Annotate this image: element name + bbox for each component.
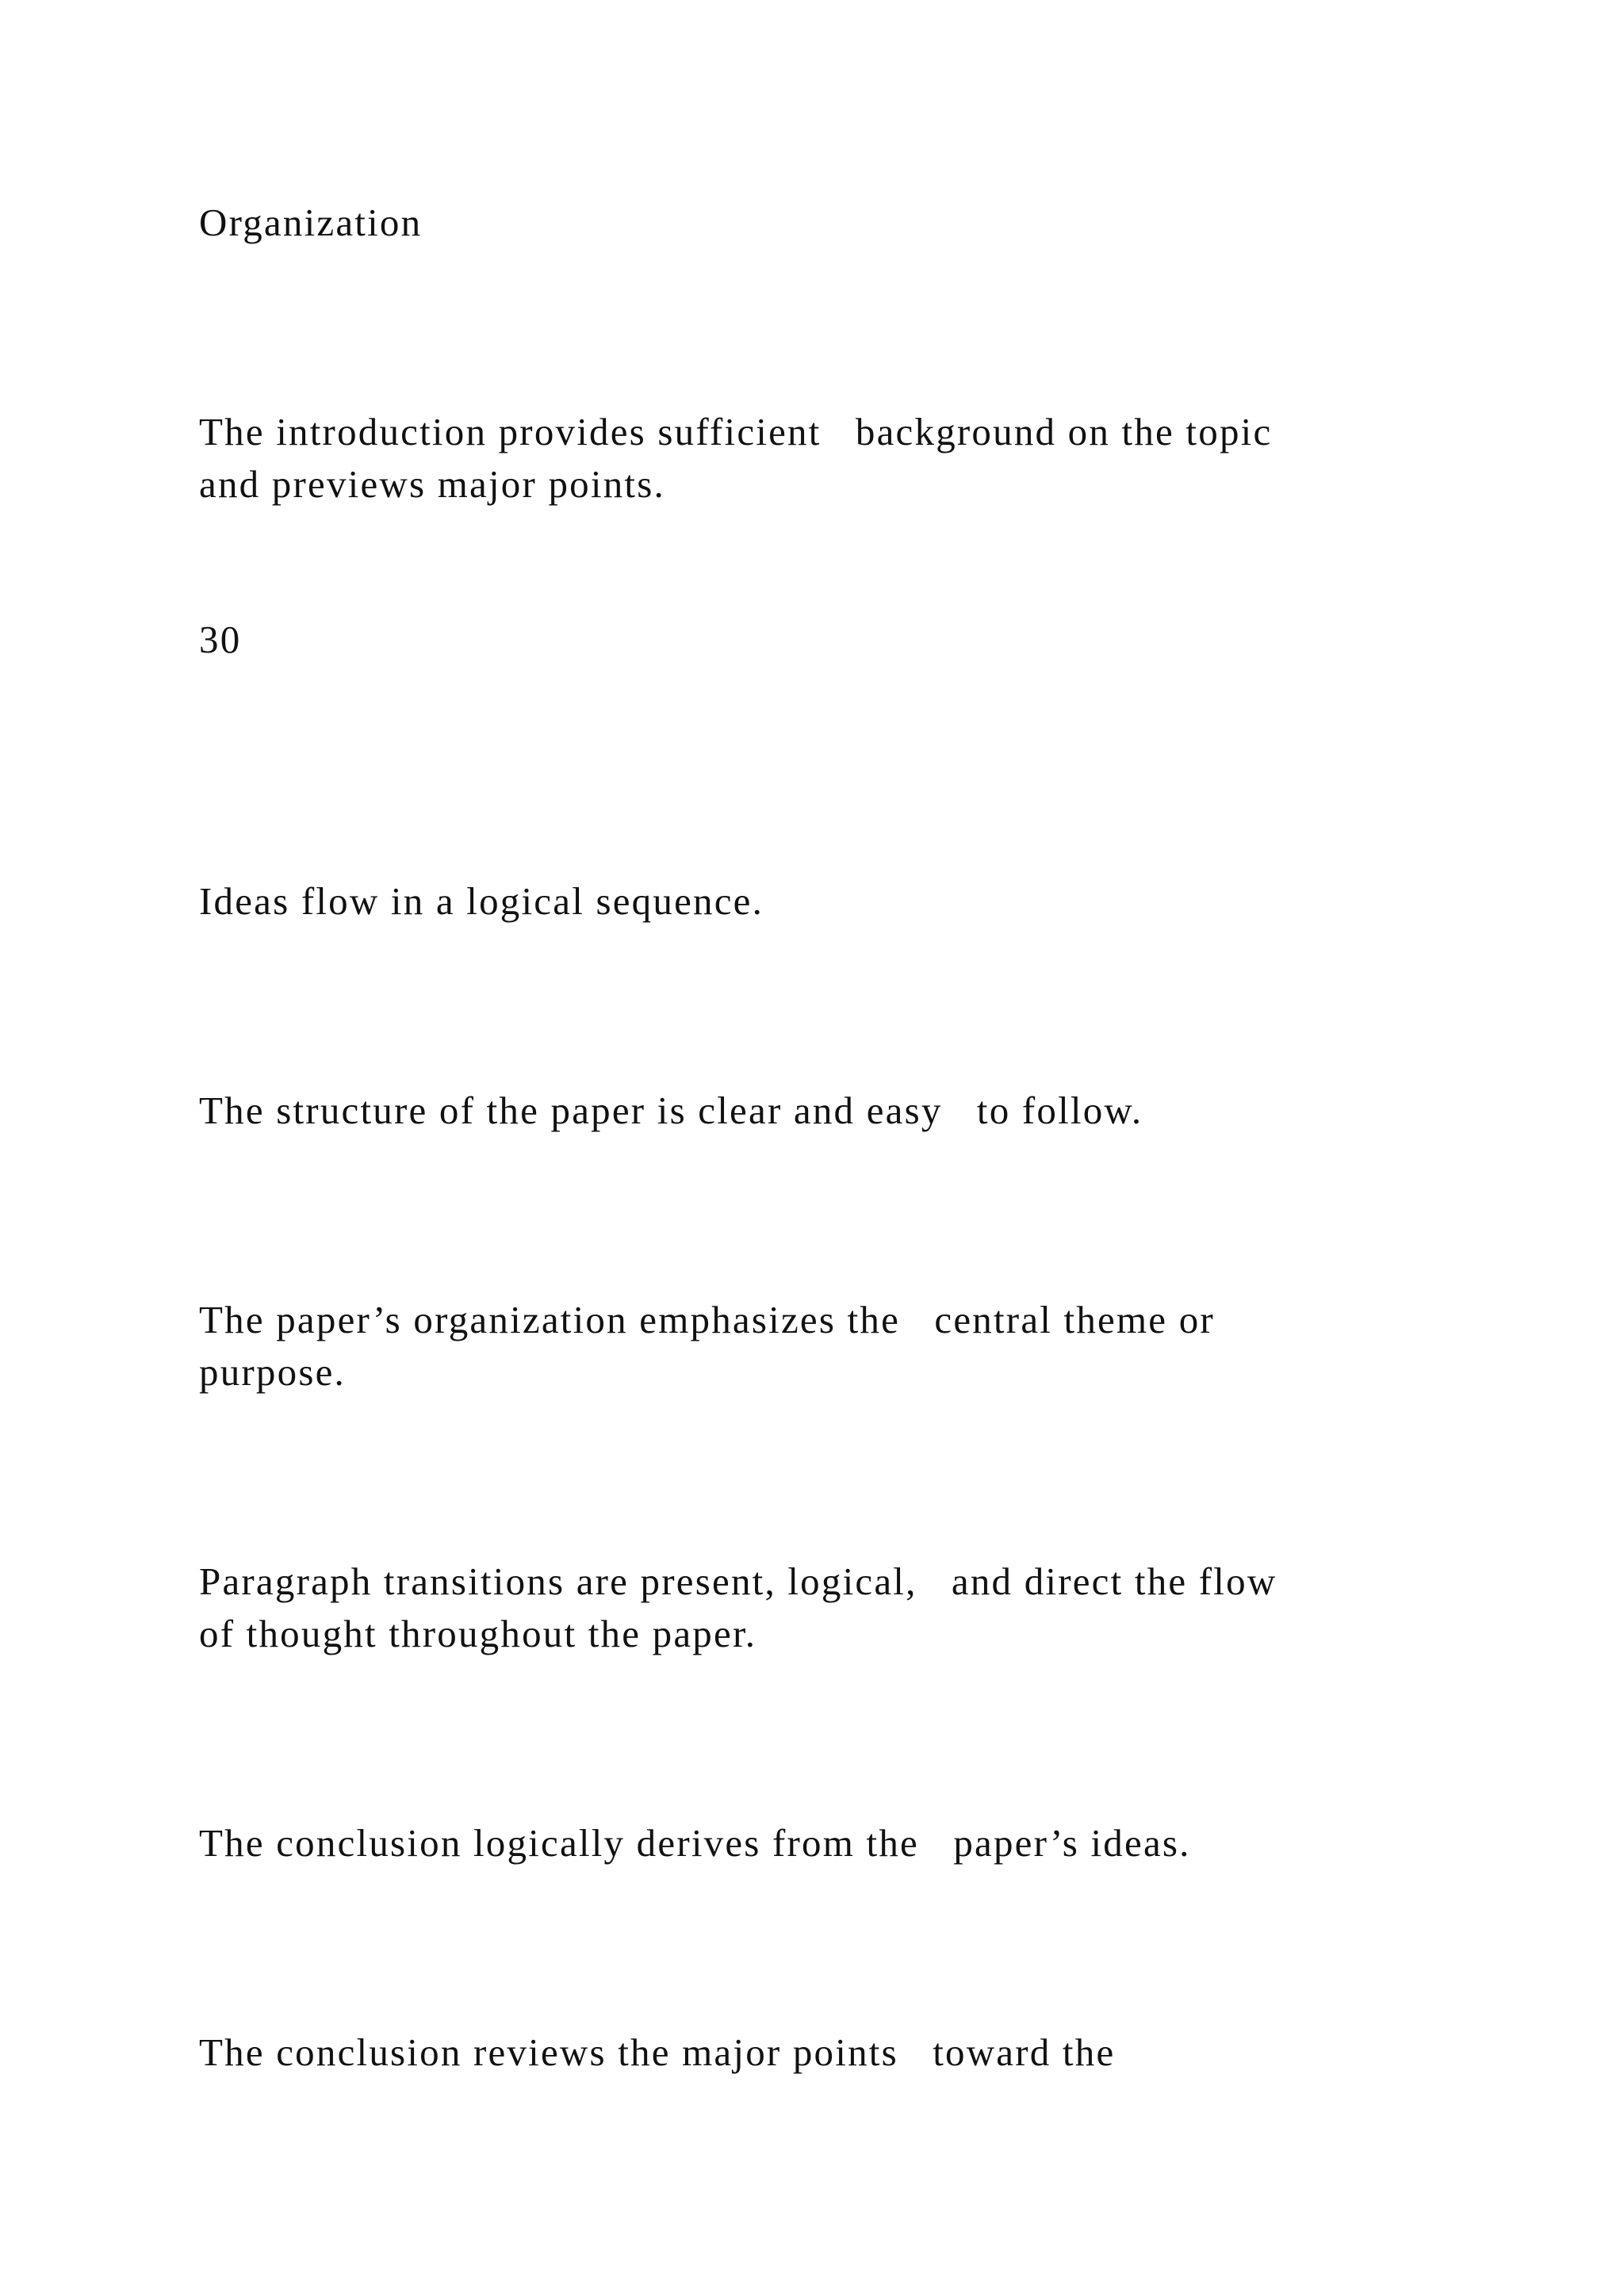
criterion-structure: The structure of the paper is clear and easy to follow.	[199, 1089, 1143, 1132]
criterion-central-theme: The paper’s organization emphasizes the central theme or purpose.	[199, 1298, 1215, 1394]
criterion-logical-sequence: Ideas flow in a logical sequence.	[199, 879, 764, 923]
criterion-transitions: Paragraph transitions are present, logical, and direct the flow of thought throughout the paper.	[199, 1559, 1277, 1655]
points-value: 30	[199, 618, 242, 661]
criterion-introduction: The introduction provides sufficient background on the topic and previews major points.	[199, 410, 1273, 506]
section-heading: Organization	[199, 201, 423, 244]
criterion-conclusion-derives: The conclusion logically derives from the paper’s ideas.	[199, 1821, 1191, 1865]
criterion-conclusion-reviews: The conclusion reviews the major points toward the	[199, 2030, 1116, 2074]
